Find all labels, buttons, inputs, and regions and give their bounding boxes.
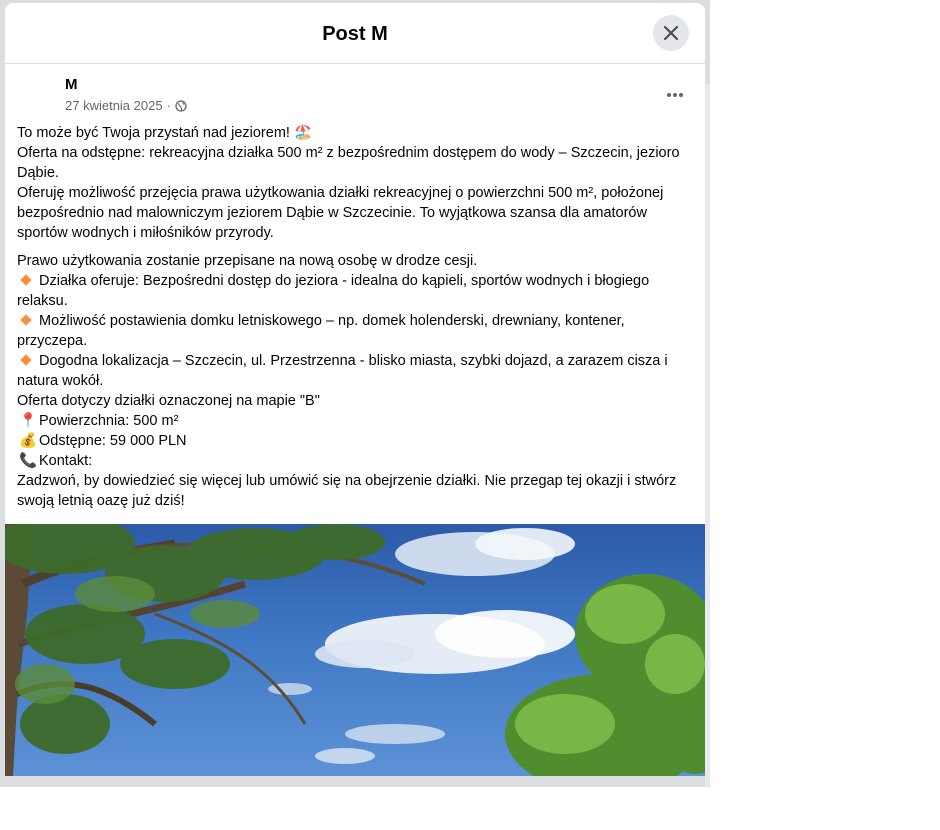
post-line-9 [17, 411, 697, 431]
post-line-3: Oferuję możliwość przejęcia prawa użytkowania działki rekreacyjnej o powierzchni 500 m², położonej bezpośrednio nad malowniczym jeziorem Dąbie w Szczecinie. To wyjątkowa szansa dla amatorów sportów wodnych i miłośników przyrody. [17, 185, 664, 241]
avatar[interactable] [17, 74, 57, 114]
orange-diamond-icon [19, 271, 33, 291]
post-line-5 [17, 271, 697, 311]
post-line-12: Zadzwoń, by dowiedzieć się więcej lub umówić się na obejrzenie działki. Nie przegap tej okazji i stwórz swoją letnią oazę już dziś! [17, 473, 677, 509]
author-name[interactable]: M [65, 76, 78, 93]
modal-header [5, 3, 705, 64]
post-photo[interactable] [5, 524, 705, 776]
globe-icon [175, 100, 187, 112]
more-options-button[interactable] [659, 79, 691, 111]
post-date[interactable]: 27 kwietnia 2025 [65, 98, 163, 113]
post-line-11-text: Kontakt: [39, 453, 93, 469]
post-line-7-text: Dogodna lokalizacja – Szczecin, ul. Przestrzenna - blisko miasta, szybki dojazd, a zarazem cisza i natura wokół. [17, 353, 668, 389]
post-meta [65, 98, 187, 114]
post-line-6 [17, 311, 697, 351]
close-button[interactable] [653, 15, 689, 51]
page-backdrop-strip [705, 84, 710, 787]
post-line-10-text: Odstępne: 59 000 PLN [39, 433, 187, 449]
post-line-6-text: Możliwość postawienia domku letniskowego – np. domek holenderski, drewniany, kontener, przyczepa. [17, 313, 625, 349]
more-horizontal-icon [666, 92, 684, 98]
round-pushpin-icon: 📍 [19, 413, 38, 429]
orange-diamond-icon [19, 351, 33, 371]
post-line-2: Oferta na odstępne: rekreacyjna działka 500 m² z bezpośrednim dostępem do wody – Szczecin, jezioro Dąbie. [17, 145, 680, 181]
money-bag-icon: 💰 [19, 433, 38, 449]
telephone-icon: 📞 [19, 453, 38, 469]
meta-separator: · [166, 98, 171, 113]
post-line-9-text: Powierzchnia: 500 m² [39, 413, 179, 429]
post-modal [5, 3, 705, 776]
post-line-11 [17, 451, 697, 471]
post-line-4: Prawo użytkowania zostanie przepisane na nową osobę w drodze cesji. [17, 253, 478, 269]
modal-title: Post M [322, 23, 388, 45]
post-line-8: Oferta dotyczy działki oznaczonej na mapie "B" [17, 393, 320, 409]
orange-diamond-icon [19, 311, 33, 331]
post-header [5, 64, 705, 124]
post-line-5-text: Działka oferuje: Bezpośredni dostęp do jeziora - idealna do kąpieli, sportów wodnych i błogiego relaksu. [17, 273, 650, 309]
post-line-7 [17, 351, 697, 391]
post-line-1: To może być Twoja przystań nad jeziorem! 🏖️ [17, 125, 313, 141]
post-text [17, 123, 697, 519]
post-line-10 [17, 431, 697, 451]
close-icon [663, 25, 679, 41]
